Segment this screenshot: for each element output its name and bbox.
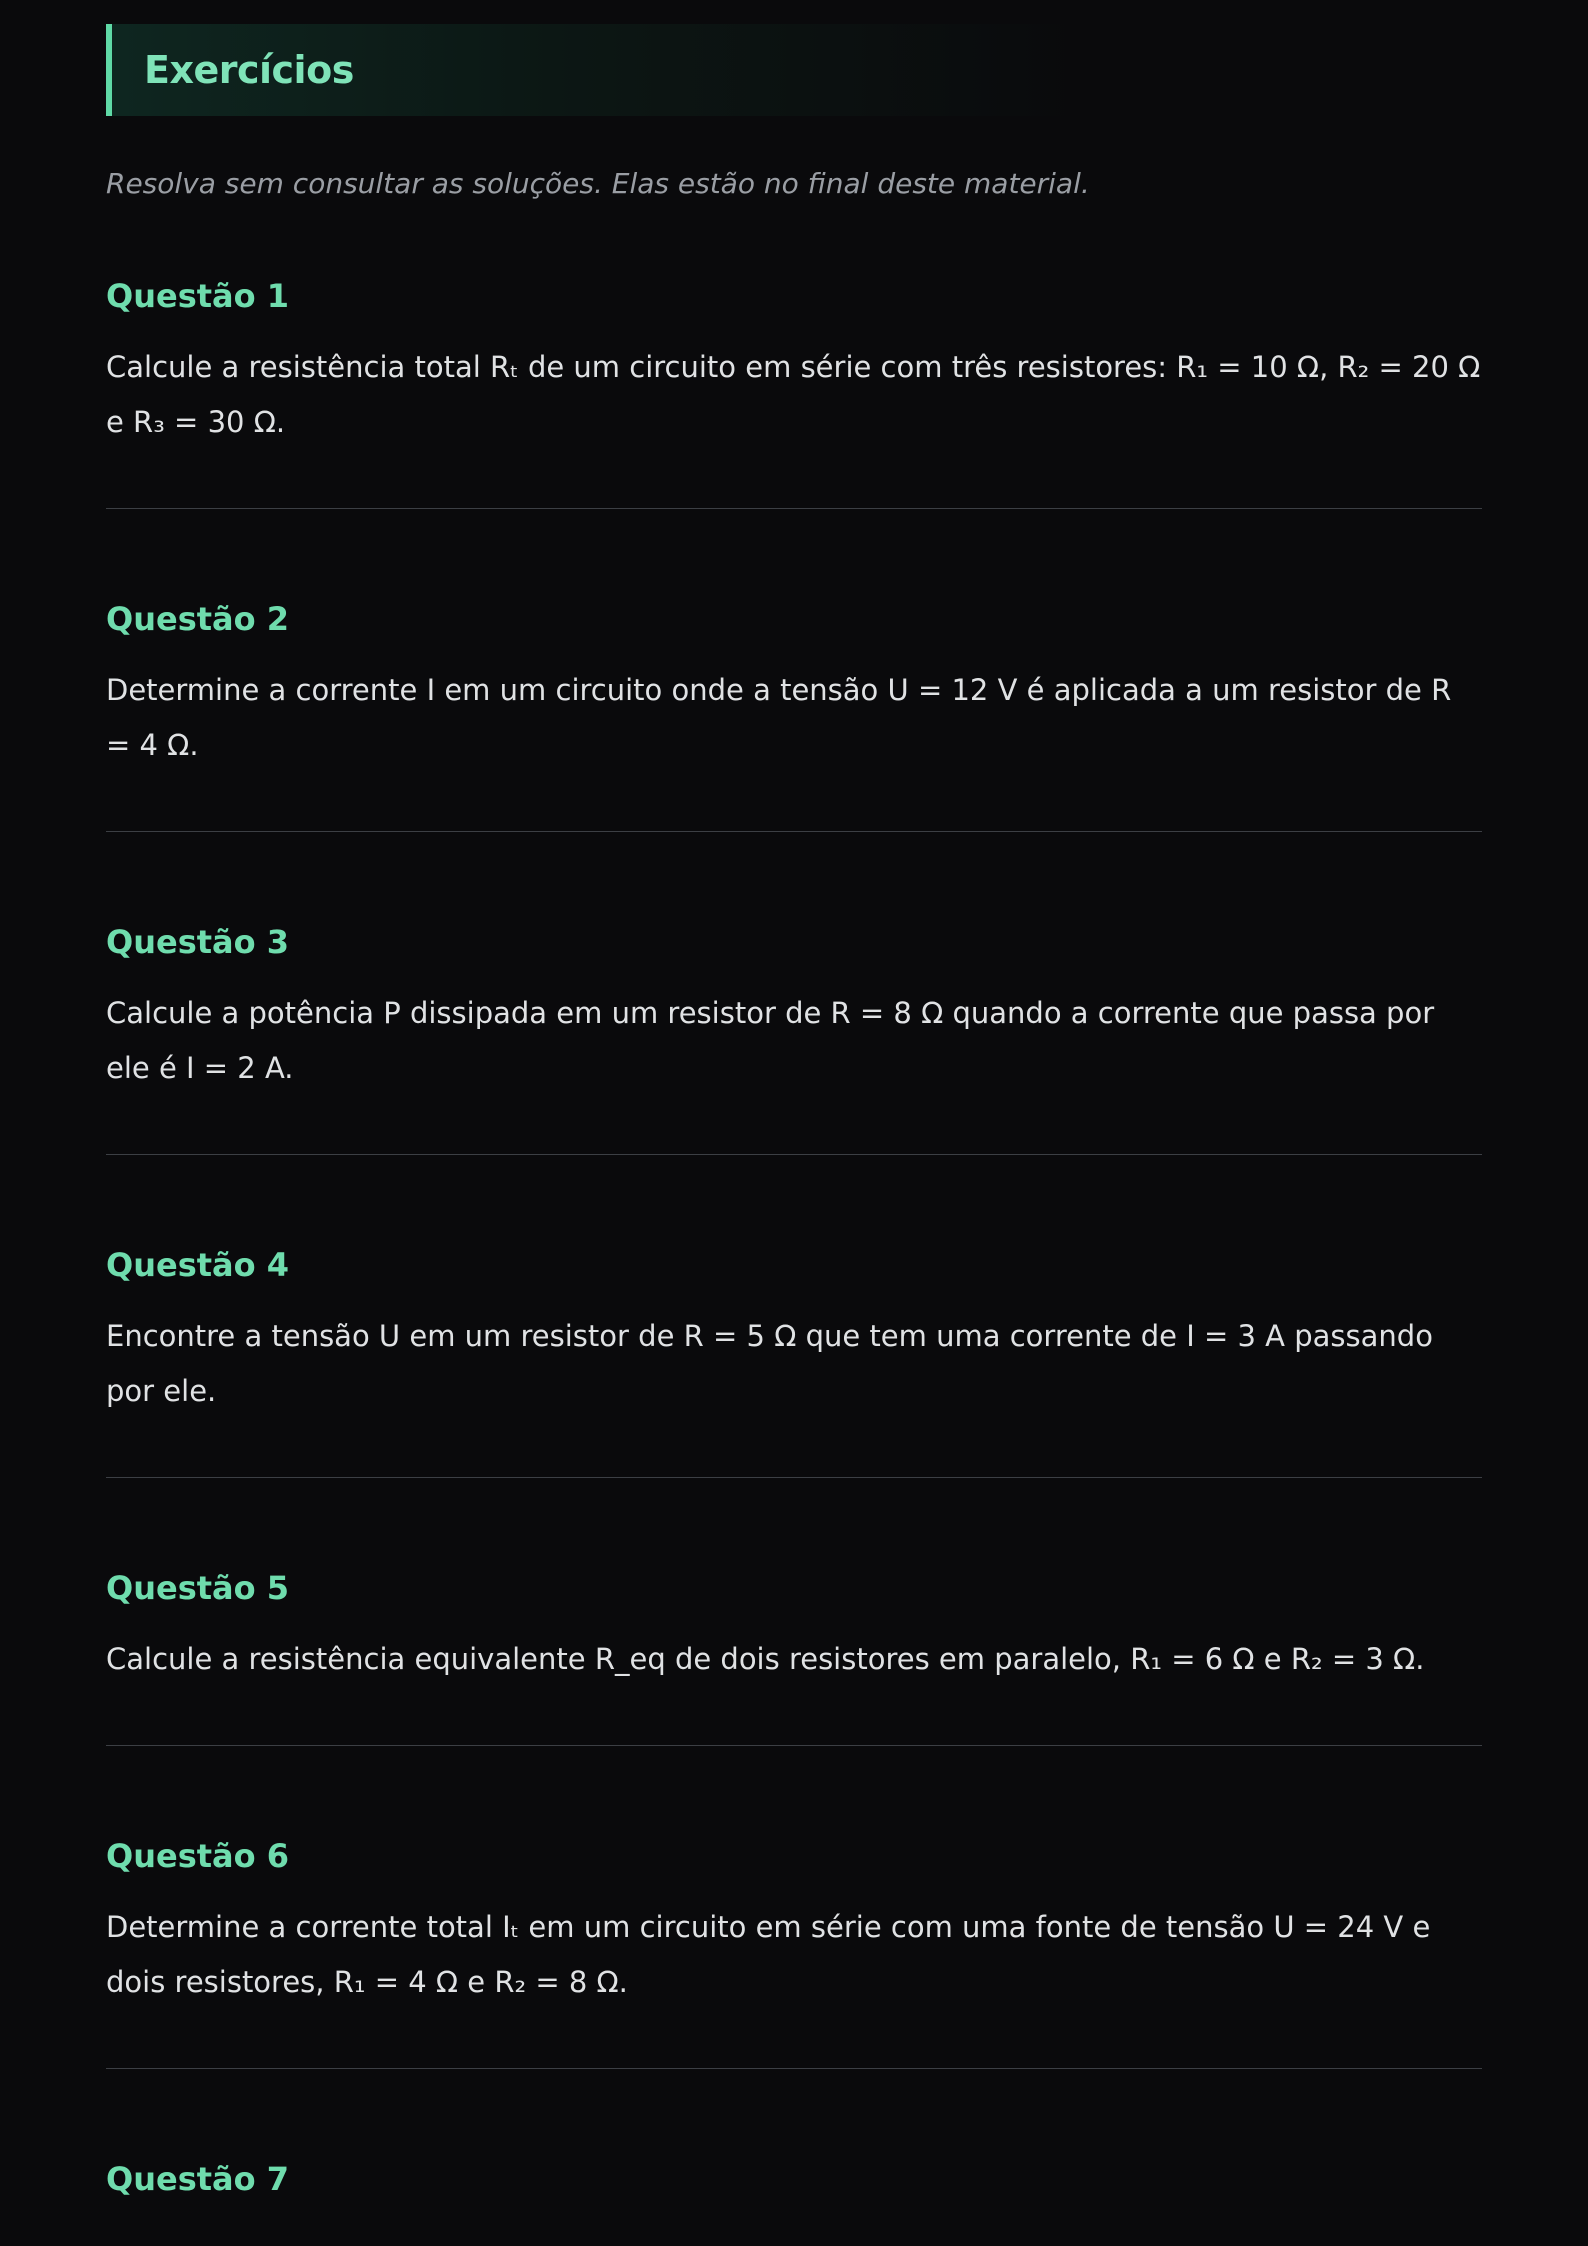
section-intro: Resolva sem consultar as soluções. Elas estão no final deste material. bbox=[106, 167, 1090, 200]
divider bbox=[106, 1477, 1482, 1478]
question-title: Questão 6 bbox=[106, 1837, 290, 1875]
question-5 bbox=[106, 1568, 1482, 1687]
section-header bbox=[106, 24, 1086, 116]
question-text: Calcule a resistência equivalente R_eq de dois resistores em paralelo, R₁ = 6 Ω e R₂ = 3 Ω. bbox=[106, 1642, 1425, 1676]
question-text: Calcule a resistência total Rₜ de um circuito em série com três resistores: R₁ = 10 Ω, R₂ = 20 Ω e R₃ = 30 Ω. bbox=[106, 350, 1481, 439]
question-title: Questão 5 bbox=[106, 1569, 290, 1607]
divider bbox=[106, 2068, 1482, 2069]
section-title: Exercícios bbox=[144, 48, 354, 92]
question-6 bbox=[106, 1836, 1482, 2010]
question-2 bbox=[106, 599, 1482, 773]
question-title: Questão 4 bbox=[106, 1246, 290, 1284]
question-title: Questão 1 bbox=[106, 277, 290, 315]
divider bbox=[106, 508, 1482, 509]
question-title: Questão 2 bbox=[106, 600, 290, 638]
question-7 bbox=[106, 2159, 1482, 2199]
exercises-section bbox=[106, 24, 1482, 2199]
question-3 bbox=[106, 922, 1482, 1096]
question-title: Questão 3 bbox=[106, 923, 290, 961]
divider bbox=[106, 1154, 1482, 1155]
question-title: Questão 7 bbox=[106, 2160, 290, 2198]
question-text: Determine a corrente total Iₜ em um circuito em série com uma fonte de tensão U = 24 V e dois resistores, R₁ = 4 Ω e R₂ = 8 Ω. bbox=[106, 1910, 1431, 1999]
divider bbox=[106, 1745, 1482, 1746]
question-1 bbox=[106, 276, 1482, 450]
question-text: Calcule a potência P dissipada em um resistor de R = 8 Ω quando a corrente que passa por ele é I = 2 A. bbox=[106, 996, 1435, 1085]
divider bbox=[106, 831, 1482, 832]
question-text: Encontre a tensão U em um resistor de R = 5 Ω que tem uma corrente de I = 3 A passando por ele. bbox=[106, 1319, 1433, 1408]
question-text: Determine a corrente I em um circuito onde a tensão U = 12 V é aplicada a um resistor de R = 4 Ω. bbox=[106, 673, 1452, 762]
question-4 bbox=[106, 1245, 1482, 1419]
